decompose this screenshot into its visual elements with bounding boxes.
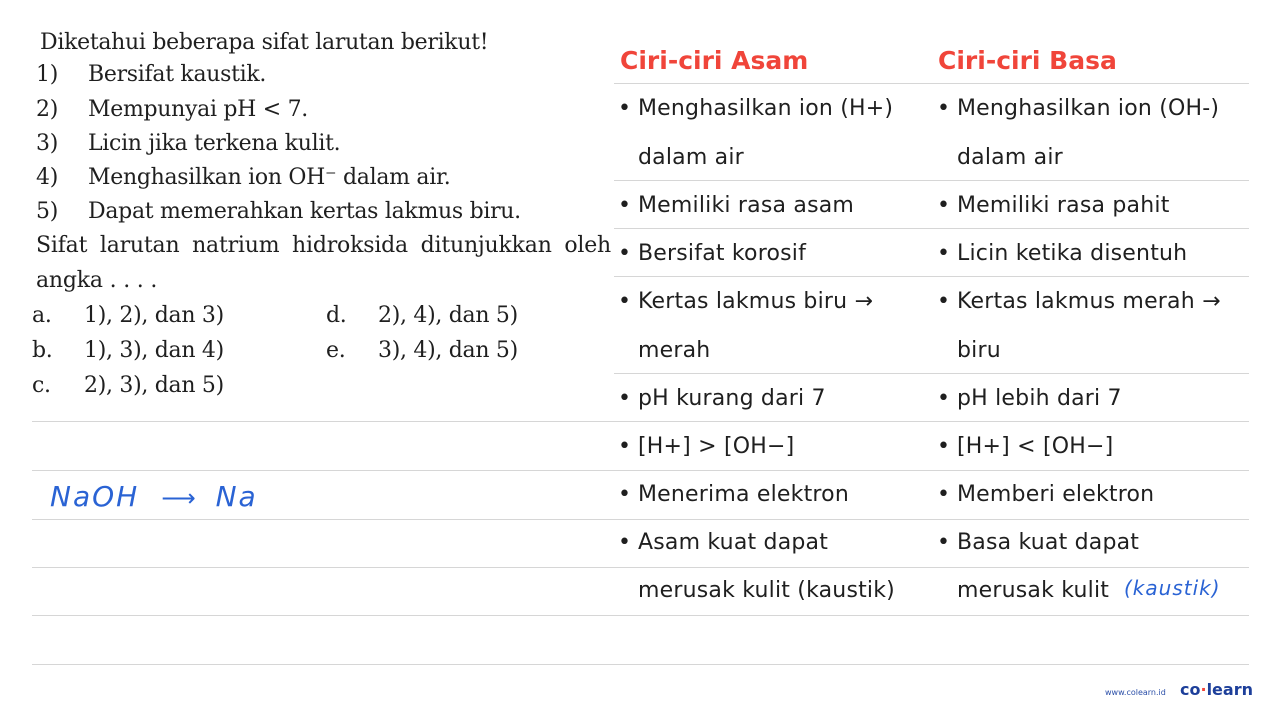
- item-text: Licin jika terkena kulit.: [88, 131, 341, 156]
- cell-text: Basa kuat dapat: [957, 530, 1140, 555]
- table-cell-basa: [937, 530, 1139, 555]
- table-cell-basa: [937, 482, 1154, 507]
- item-number: 4): [36, 165, 58, 190]
- cell-text: Menghasilkan ion (H+): [638, 96, 894, 121]
- item-text: Dapat memerahkan kertas lakmus biru.: [88, 199, 521, 224]
- table-row-rule: [614, 373, 1249, 374]
- table-cell-basa: [937, 386, 1122, 411]
- table-row-rule: [614, 276, 1249, 277]
- item-number: 1): [36, 62, 58, 87]
- handwritten-reactant: NaOH: [50, 480, 140, 513]
- bullet-icon: •: [937, 193, 951, 218]
- handwritten-product: Na: [215, 480, 258, 513]
- table-row-rule: [614, 228, 1249, 229]
- page-rule: [32, 519, 1249, 520]
- cell-text: Memiliki rasa asam: [638, 193, 855, 218]
- table-header-basa: Ciri-ciri Basa: [938, 46, 1117, 75]
- table-cell-asam: [618, 289, 873, 314]
- bullet-icon: •: [618, 96, 632, 121]
- page-rule: [32, 421, 1249, 422]
- table-cell-basa: [937, 193, 1170, 218]
- cell-text: [H+] > [OH−]: [638, 434, 795, 459]
- cell-text: Asam kuat dapat: [638, 530, 829, 555]
- cell-text: [H+] < [OH−]: [957, 434, 1114, 459]
- table-cell-asam: [618, 386, 826, 411]
- question-item: [36, 131, 340, 156]
- table-cell-asam: [618, 434, 794, 459]
- bullet-icon: •: [937, 289, 951, 314]
- question-item: [36, 97, 308, 122]
- cell-text: merah: [638, 338, 711, 363]
- table-cell-asam: [618, 241, 806, 266]
- table-row-rule: [614, 180, 1249, 181]
- cell-text: Licin ketika disentuh: [957, 241, 1188, 266]
- colearn-logo: co·learn: [1180, 680, 1253, 699]
- table-cell-basa: [937, 578, 1109, 603]
- table-cell-basa: [937, 338, 1001, 363]
- question-item: [36, 199, 521, 224]
- item-text: Mempunyai pH < 7.: [88, 97, 308, 122]
- bullet-icon: •: [618, 482, 632, 507]
- table-cell-basa: [937, 434, 1113, 459]
- item-text: Menghasilkan ion OH⁻ dalam air.: [88, 165, 451, 190]
- cell-text: biru: [957, 338, 1001, 363]
- bullet-icon: •: [937, 386, 951, 411]
- cell-text: Kertas lakmus biru →: [638, 289, 874, 314]
- table-cell-asam: [618, 145, 744, 170]
- answer-option-e: e. 3), 4), dan 5): [326, 338, 518, 363]
- cell-text: merusak kulit (kaustik): [638, 578, 895, 603]
- question-item: [36, 62, 266, 87]
- table-cell-asam: [618, 482, 849, 507]
- table-header-asam: Ciri-ciri Asam: [620, 46, 809, 75]
- question-stem: Sifat larutan natrium hidroksida ditunjukkan oleh angka . . . .: [36, 233, 611, 293]
- bullet-icon: •: [937, 96, 951, 121]
- answer-option-c: c. 2), 3), dan 5): [32, 373, 224, 398]
- page-rule: [32, 615, 1249, 616]
- table-cell-asam: [618, 530, 828, 555]
- bullet-icon: •: [937, 241, 951, 266]
- bullet-icon: •: [618, 241, 632, 266]
- table-cell-asam: [618, 96, 893, 121]
- table-cell-basa: [937, 289, 1221, 314]
- logo-dot: ·: [1200, 680, 1207, 699]
- table-cell-asam: [618, 193, 854, 218]
- bullet-icon: •: [618, 193, 632, 218]
- question-item: [36, 165, 450, 190]
- cell-text: Bersifat korosif: [638, 241, 807, 266]
- cell-text: pH kurang dari 7: [638, 386, 826, 411]
- cell-text: pH lebih dari 7: [957, 386, 1122, 411]
- cell-text: merusak kulit: [957, 578, 1110, 603]
- answer-option-a: a. 1), 2), dan 3): [32, 303, 224, 328]
- cell-text: Menerima elektron: [638, 482, 849, 507]
- cell-text: Kertas lakmus merah →: [957, 289, 1221, 314]
- cell-text: Menghasilkan ion (OH-): [957, 96, 1220, 121]
- page-rule: [32, 470, 1249, 471]
- item-number: 2): [36, 97, 58, 122]
- table-cell-basa: [937, 145, 1063, 170]
- handwritten-note: (kaustik): [1124, 576, 1221, 600]
- page-rule: [32, 567, 1249, 568]
- cell-text: dalam air: [638, 145, 744, 170]
- answer-option-d: d. 2), 4), dan 5): [326, 303, 518, 328]
- bullet-icon: •: [937, 434, 951, 459]
- arrow-icon: ⟶: [161, 484, 198, 512]
- table-cell-basa: [937, 241, 1187, 266]
- cell-text: Memiliki rasa pahit: [957, 193, 1170, 218]
- table-cell-asam: [618, 578, 895, 603]
- cell-text: Memberi elektron: [957, 482, 1155, 507]
- handwritten-formula: [50, 480, 258, 513]
- bullet-icon: •: [937, 482, 951, 507]
- bullet-icon: •: [618, 289, 632, 314]
- table-cell-asam: [618, 338, 710, 363]
- item-text: Bersifat kaustik.: [88, 62, 267, 87]
- answer-option-b: b. 1), 3), dan 4): [32, 338, 224, 363]
- page-rule: [32, 664, 1249, 665]
- bullet-icon: •: [618, 530, 632, 555]
- bullet-icon: •: [937, 530, 951, 555]
- cell-text: dalam air: [957, 145, 1063, 170]
- table-cell-basa: [937, 96, 1219, 121]
- item-number: 5): [36, 199, 58, 224]
- table-header-rule: [614, 83, 1249, 84]
- bullet-icon: •: [618, 386, 632, 411]
- question-intro: Diketahui beberapa sifat larutan berikut!: [40, 30, 489, 55]
- bullet-icon: •: [618, 434, 632, 459]
- item-number: 3): [36, 131, 58, 156]
- logo-url: www.colearn.id: [1105, 688, 1166, 697]
